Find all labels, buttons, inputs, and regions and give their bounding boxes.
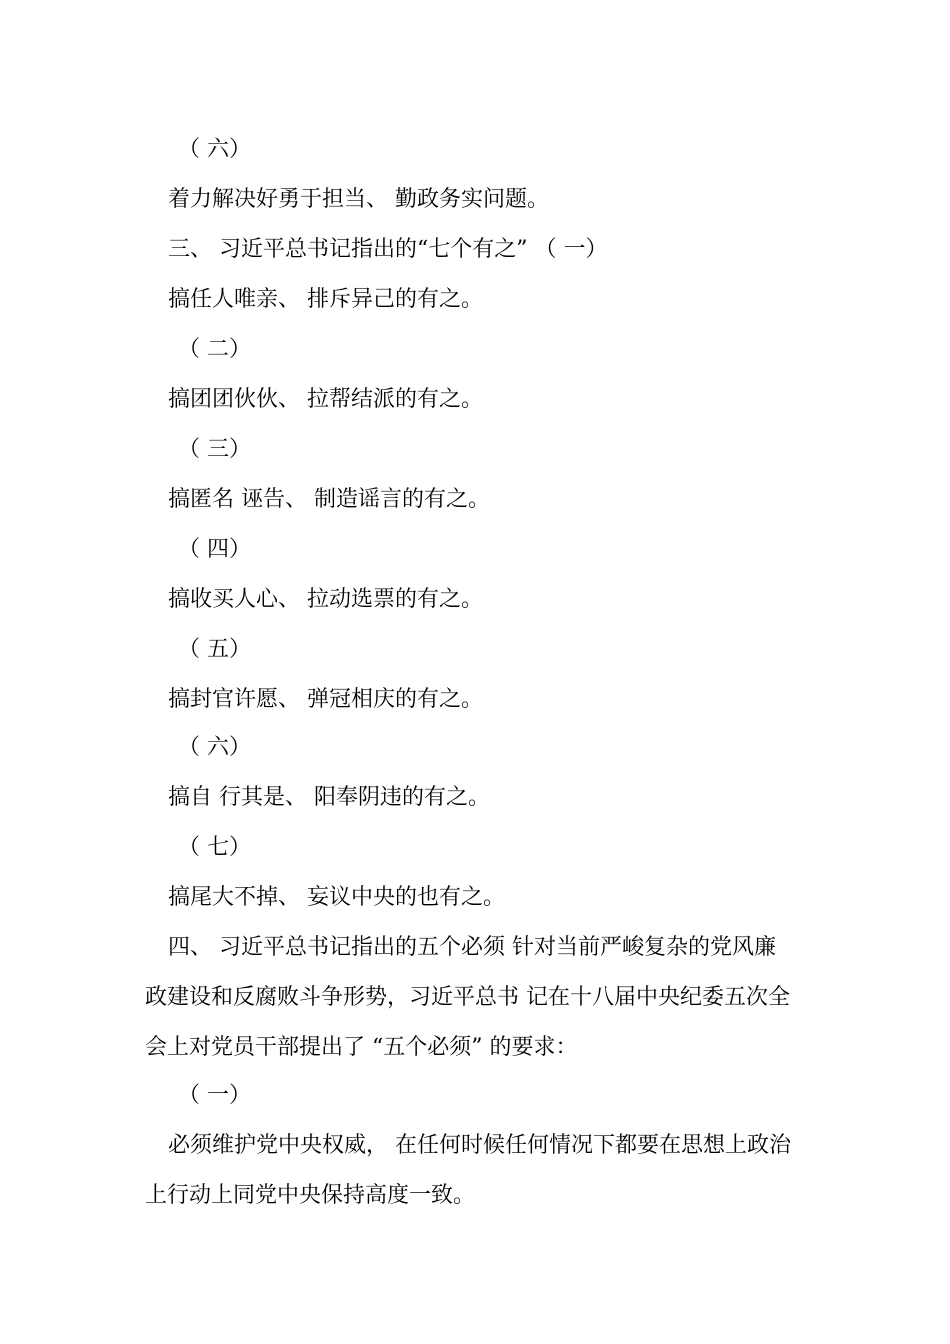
paragraph-text: 搞任人唯亲、 排斥异己的有之。 <box>168 287 483 312</box>
subsection-number: （ 二） <box>178 337 251 362</box>
paragraph-text: 搞收买人心、 拉动选票的有之。 <box>168 587 483 612</box>
subsection-number: （ 七） <box>178 835 251 860</box>
paragraph-text: 着力解决好勇于担当、 勤政务实问题。 <box>168 187 549 212</box>
paragraph-text: 搞封官许愿、 弹冠相庆的有之。 <box>168 687 483 712</box>
section-heading: 三、 习近平总书记指出的“七个有之” （ 一） <box>168 237 608 262</box>
paragraph-text: 上行动上同党中央保持高度一致。 <box>145 1183 476 1208</box>
paragraph-text: 搞团团伙伙、 拉帮结派的有之。 <box>168 387 483 412</box>
subsection-number: （ 四） <box>178 537 251 562</box>
section-heading: 四、 习近平总书记指出的五个必须 针对当前严峻复杂的党风廉 <box>168 935 776 960</box>
subsection-number: （ 一） <box>178 1083 251 1108</box>
paragraph-text: 搞匿名 诬告、 制造谣言的有之。 <box>168 487 490 512</box>
paragraph-text: 必须维护党中央权威， 在任何时候任何情况下都要在思想上政治 <box>168 1133 791 1158</box>
paragraph-text: 政建设和反腐败斗争形势，习近平总书 记在十八届中央纪委五次全 <box>145 985 790 1010</box>
paragraph-text: 搞自 行其是、 阳奉阴违的有之。 <box>168 785 490 810</box>
paragraph-text: 搞尾大不掉、 妄议中央的也有之。 <box>168 885 505 910</box>
paragraph-text: 会上对党员干部提出了 “五个必须” 的要求： <box>145 1035 578 1060</box>
subsection-number: （ 三） <box>178 437 251 462</box>
subsection-number: （ 五） <box>178 637 251 662</box>
subsection-number: （ 六） <box>178 735 251 760</box>
subsection-number: （ 六） <box>178 137 251 162</box>
